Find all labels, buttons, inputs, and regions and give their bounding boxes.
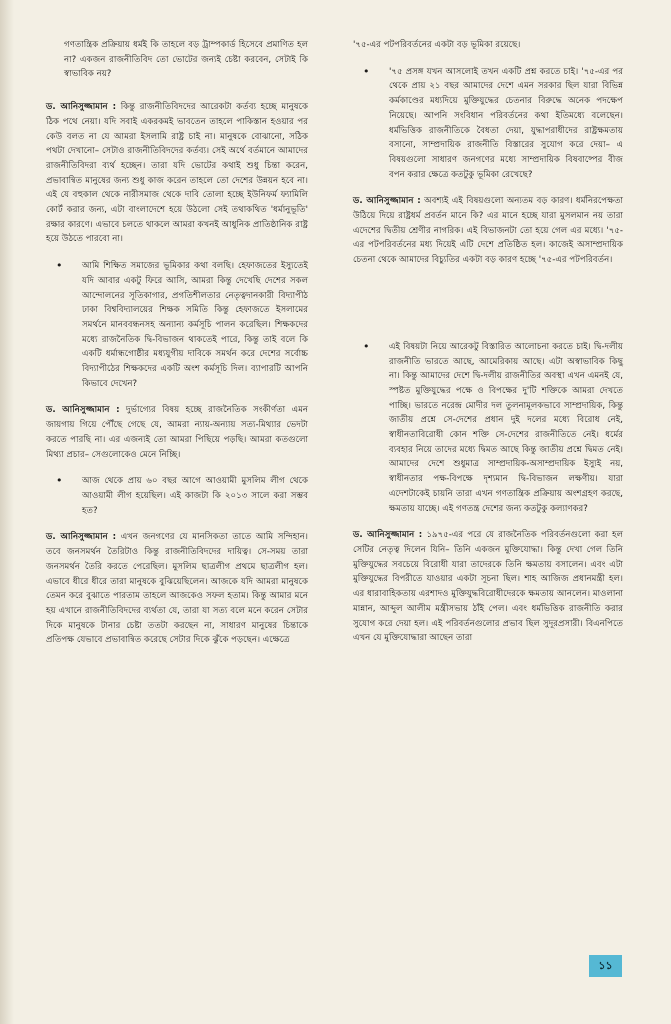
answer-continuation: '৭৫-এর পটপরিবর্তনের একটা বড় ভূমিকা রয়েছে। (353, 40, 521, 50)
speaker-name: ড. আনিসুজ্জামান : (353, 530, 423, 541)
answer-paragraph (353, 528, 623, 646)
page-number-badge: ১১ (589, 955, 622, 977)
question-bullet (46, 474, 308, 518)
answer-paragraph (46, 530, 308, 648)
answer-paragraph (353, 194, 623, 268)
speaker-name: ড. আনিসুজ্জামান : (46, 405, 120, 416)
question-continuation: গণতান্ত্রিক প্রক্রিয়ায় ধর্মই কি তাহলে বড় ট্রাম্পকার্ড হিসেবে প্রমাণিত হল না? একজন রাজনীতিবিদ তো ভোটের জন্যই চেষ্টা করবেন, সেটাই কি স্বাভাবিক নয়? (64, 40, 308, 80)
answer-paragraph (46, 100, 308, 247)
answer-text: ১৯৭৫-এর পরে যে রাজনৈতিক পরিবর্তনগুলো করা হল সেটির নেতৃত্ব দিলেন যিনি– তিনি একজন মুক্তিযোদ্ধা। কিন্তু দেখা গেল তিনি মুক্তিযুদ্ধের সবচেয়ে বিরোধী যারা তাদেরকে তিনি ক্ষমতায় বসালেন। এবং এটা মুক্তিযুদ্ধের বিপরীতে যাওয়ার একটা সূচনা ছিল। শাহ আজিজ প্রধানমন্ত্রী হল। এর ধারাবাহিকতায় এরশাদও মুক্তিযুদ্ধবিরোধীদেরকে ক্ষমতায় আনলেন। মাওলানা মান্নান, আব্দুল আলীম মন্ত্রীসভায় ঠাঁই পেল। এবং ধর্মভিত্তিক রাজনীতি করার সুযোগ করে দেয়া হল। এই পরিবর্তনগুলোর প্রভাব ছিল সুদূরপ্রসারী। বিএনপিতে এখন যে মুক্তিযোদ্ধারা আছেন তারা (353, 530, 624, 644)
left-column (46, 38, 308, 648)
question-bullet (353, 65, 623, 183)
bullet-icon: • (56, 474, 63, 488)
question-bullet (353, 340, 623, 516)
answer-text: দুর্ভাগ্যের বিষয় হচ্ছে রাজনৈতিক সংকীর্ণতা এমন জায়গায় গিয়ে পৌঁছে গেছে যে, আমরা ন্যায়-অন্যায় সত্য-মিথ্যার ভেদটা করতে পারছি না। এর এজন্যই তো আমরা পিছিয়ে পড়ছি। আমরা কতগুলো মিথ্যা প্রচার– সেগুলোকেও মেনে নিচ্ছি। (46, 405, 309, 460)
bullet-icon: • (363, 64, 370, 78)
question-text: এই বিষয়টা নিয়ে আরেকটু বিস্তারিত আলোচনা করতে চাই। দ্বি-দলীয় রাজনীতি ভারতে আছে, আমেরিকায় আছে। এটা অস্বাভাবিক কিছু না। কিন্তু আমাদের দেশে দ্বি-দলীয় রাজনীতির অবস্থা এখন এমনই যে, স্পষ্টত মুক্তিযুদ্ধের পক্ষে ও বিপক্ষের দু'টি শক্তিকে আমরা দেখতে পাচ্ছি। ভারতে নরেন্দ্র মোদীর দল তুলনামূলকভাবে সাম্প্রদায়িক, কিন্তু জাতীয় প্রশ্নে সে-দেশের প্রধান দুই দলের মধ্যে বিরোধ নেই, স্বাধীনতাবিরোধী কোন শক্তি সে-দেশের রাজনীতিতে নেই। ধর্মের ব্যবহার নিয়ে তাদের মধ্যে দ্বিমত আছে কিন্তু জাতীয় প্রশ্নে দ্বিমত নেই। আমাদের দেশে শুধুমাত্র সাম্প্রদায়িক-অসাম্প্রদায়িক ইস্যুই নয়, স্বাধীনতার পক্ষ-বিপক্ষে দৃশ্যমান দ্বি-বিভাজন লক্ষণীয়। যারা এদেশটাকেই চায়নি তারা এখন গণতান্ত্রিক প্রক্রিয়ায় অংশগ্রহণ করছে, ক্ষমতায় যাচ্ছে। এই গণতন্ত্র দেশের জন্য কতটুকু কল্যাণকর? (389, 341, 623, 514)
question-bullet (46, 259, 308, 391)
bullet-icon: • (363, 339, 370, 353)
bullet-icon: • (56, 259, 63, 273)
page-spine-shadow (0, 0, 14, 1024)
answer-text: অবশ্যই এই বিষয়গুলো অন্যতম বড় কারণ। ধর্মনিরপেক্ষতা উঠিয়ে দিয়ে রাষ্ট্রধর্ম প্রবর্তন মানে কি? এর মানে হচ্ছে যারা মুসলমান নয় তারা এদেশের দ্বিতীয় শ্রেণীর নাগরিক। এই বিভাজনটা তো হয়ে গেল এর মধ্যে। '৭৫-এর পটপরিবর্তনের মধ্য দিয়েই এটি দেশে প্রতিষ্ঠিত হল। কাজেই অসাম্প্রদায়িক চেতনা থেকে আমাদের বিচ্যুতির একটা বড় কারণ হচ্ছে '৭৫-এর পটপরিবর্তন। (353, 196, 624, 266)
question-text: আমি শিক্ষিত সমাজের ভূমিকার কথা বলছি। হেফাজতের ইস্যুতেই যদি আবার একটু ফিরে আসি, আমরা কিন্তু দেখেছি দেশের সকল আন্দোলনের সূতিকাগার, প্রগতিশীলতার নেতৃত্বদানকারী বিদ্যাপীঠ ঢাকা বিশ্ববিদ্যালয়ের শিক্ষক সমিতি কিন্তু হেফাজতে ইসলামের সমর্থনে মানববন্ধনসহ অন্যান্য কর্মসূচি পালন করেছিল। শিক্ষকদের মধ্যে রাজনৈতিক দ্বি-বিভাজন থাকতেই পারে, কিন্তু তাই বলে কি একটি ধর্মান্ধগোষ্ঠীর মধ্যযুগীয় দাবিকে সমর্থন করে দেশের সর্বোচ্চ বিদ্যাপীঠের শিক্ষকদের একটি অংশ কর্মসূচি দিল। ব্যাপারটি আপনি কিভাবে দেখেন? (82, 261, 308, 389)
right-column (353, 38, 623, 646)
answer-text: এখন জনগণের যে মানসিকতা তাতে আমি সন্দিহান। তবে জনসমর্থন তৈরিটাও কিন্তু রাজনীতিবিদদের দায়িত্ব। সে-সময় তারা জনসমর্থন তৈরি করতে পেরেছিল। মুসলিম ছাত্রলীগ প্রথমে ছাত্রলীগ হল। এভাবে ধীরে ধীরে তারা মানুষকে বুঝিয়েছিলেন। আজকে যদি আমরা মানুষকে তেমন করে বুঝাতে পারতাম তাহলে আজকেও সফল হতাম। কিন্তু আমার মনে হয় এখানে রাজনীতিবিদদের ব্যর্থতা যে, তারা যা সত্য বলে মনে করেন সেটার দিকে মানুষকে টানার চেষ্টা ততটা করছেন না, সাধারণ মানুষের চিন্তাকে প্রতিপক্ষ যেভাবে প্রভাবান্বিত করেছে সেটার দিকে ঝুঁকে পড়ছেন। এক্ষেত্রে (46, 532, 308, 646)
question-text: '৭৫ প্রসঙ্গ যখন আসলোই তখন একটি প্রশ্ন করতে চাই। '৭৫-এর পর থেকে প্রায় ২১ বছর আমাদের দেশে এমন সরকার ছিল যারা বিভিন্ন কর্মকাণ্ডের মধ্যদিয়ে মুক্তিযুদ্ধের চেতনার বিরুদ্ধে অনেক পদক্ষেপ নিয়েছে। আপনি সংবিধান পরিবর্তনের কথা ইতিমধ্যে বলেছেন। ধর্মভিত্তিক রাজনীতিকে বৈধতা দেয়া, যুদ্ধাপরাধীদের রাষ্ট্রক্ষমতায় বসানো, সাম্প্রদায়িক রাজনীতি বিস্তারের সুযোগ করে দেয়া– এ বিষয়গুলো সাধারণ জনগণের মধ্যে সাম্প্রদায়িক বিষবাষ্পের বীজ বপন করার ক্ষেত্রে কতটুকু ভূমিকা রেখেছে? (389, 66, 623, 180)
answer-paragraph (46, 403, 308, 462)
answer-text: কিন্তু রাজনীতিবিদদের আরেকটা কর্তব্য হচ্ছে মানুষকে ঠিক পথে নেয়া। যদি সবাই একরকমই ভাবতেন তাহলে পাকিস্তান হওয়ার পর কেউ বলত না যে আমরা ইসলামি রাষ্ট্র চাই না। মানুষকে বোঝানো, সঠিক পথটা দেখানো– সেটাও রাজনীতিবিদদের কর্তব্য। সেই অর্থে বর্তমানে আমাদের রাজনীতিবিদরা ব্যর্থ হচ্ছেন। তারা যদি ভোটের কথাই শুধু চিন্তা করেন, প্রভাবান্বিত মানুষের জন্য শুধু কাজ করেন তাহলে তো দেশের উন্নয়ন হবে না। এই যে বহুকাল থেকে নারীসমাজ থেকে দাবি তোলা হচ্ছে ইউনিফর্ম ফ্যামিলি কোর্ট করার জন্য, এটা বাংলাদেশে হয়ে উঠলো সেই তথাকথিত 'ধর্মানুভূতি' রক্ষার কারণে। এভাবে চলতে থাকলে আমরা কখনই আধুনিক প্রাতিষ্ঠানিক রাষ্ট্র হয়ে উঠতে পারবো না। (46, 102, 309, 245)
speaker-name: ড. আনিসুজ্জামান : (46, 532, 117, 543)
speaker-name: ড. আনিসুজ্জামান : (46, 102, 117, 113)
speaker-name: ড. আনিসুজ্জামান : (353, 196, 421, 207)
question-text: আজ থেকে প্রায় ৬০ বছর আগে আওয়ামী মুসলিম লীগ থেকে আওয়ামী লীগ হয়েছিল। এই কাজটা কি ২০১৩ সালে করা সম্ভব হত? (82, 476, 308, 516)
